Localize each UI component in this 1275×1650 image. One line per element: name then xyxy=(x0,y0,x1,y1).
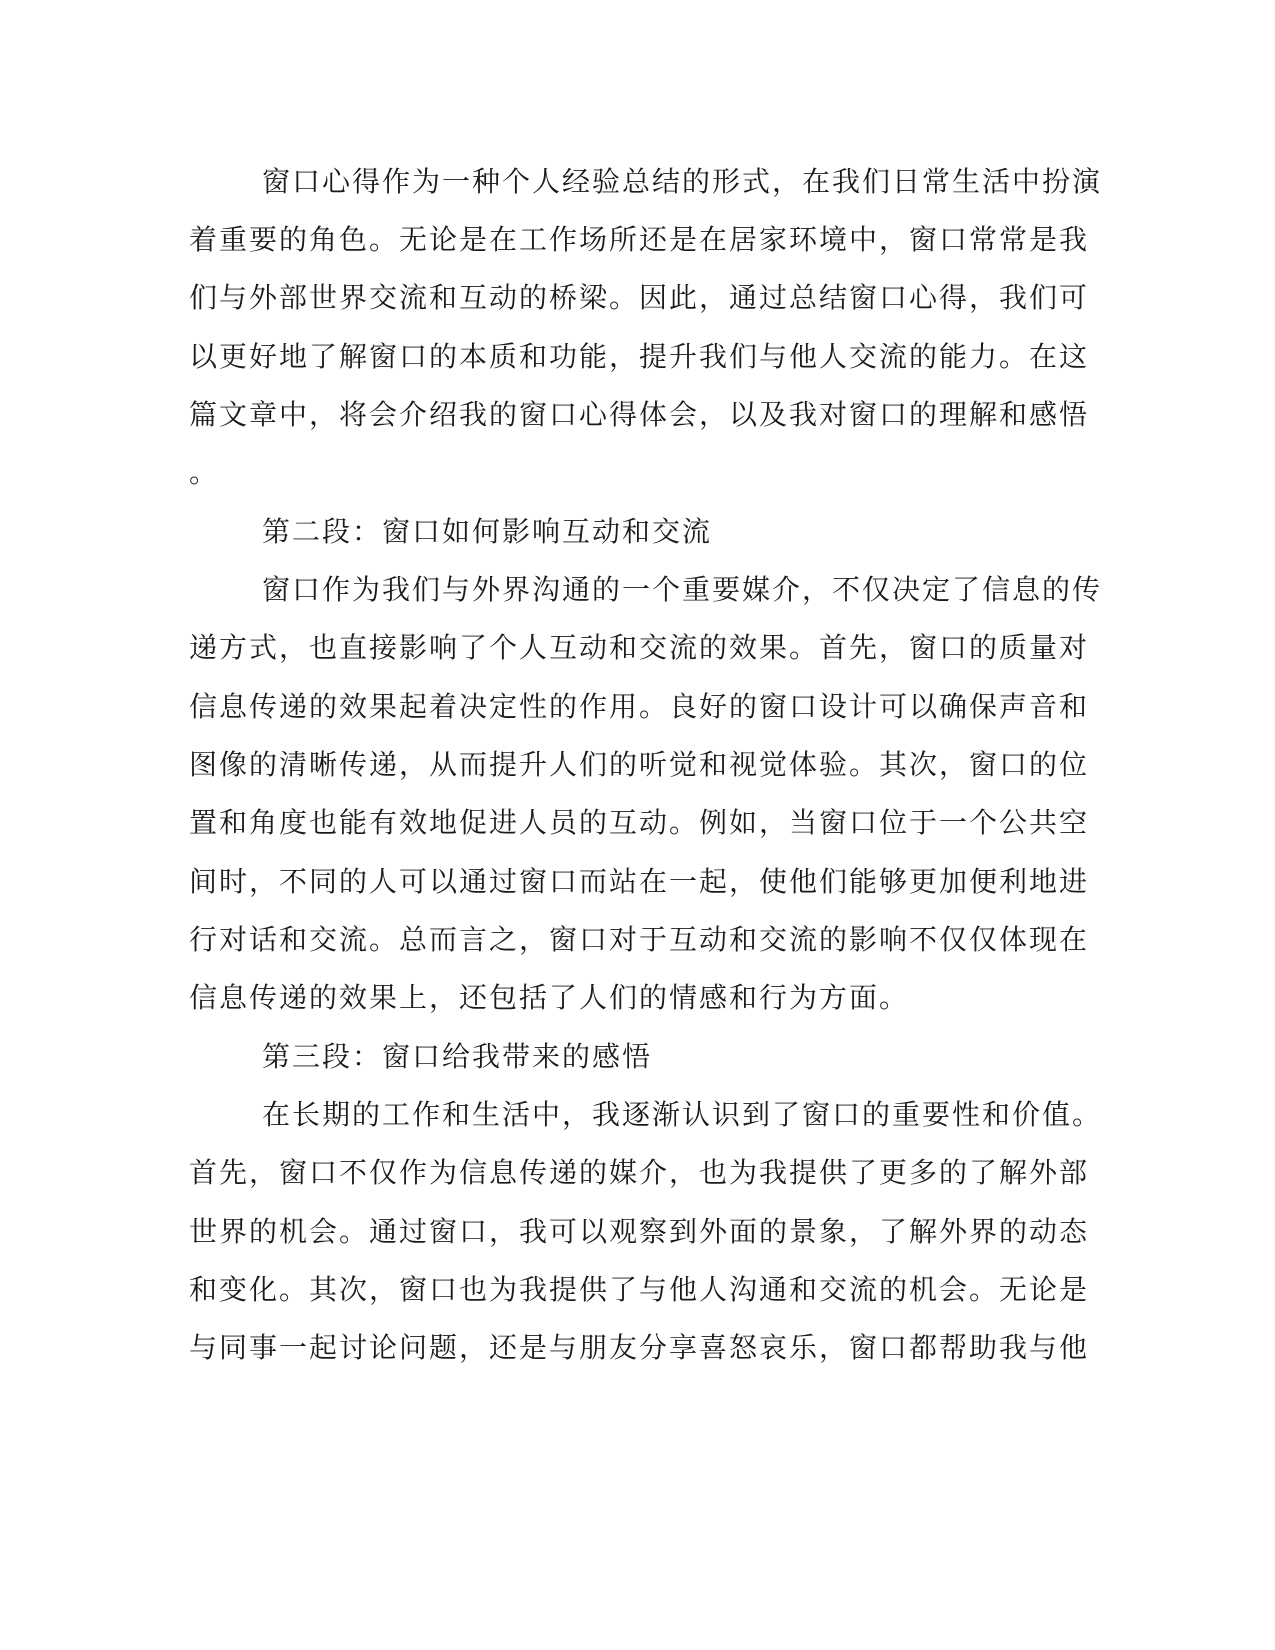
paragraph-2-line-4: 图像的清晰传递，从而提升人们的听觉和视觉体验。其次，窗口的位 xyxy=(189,748,1090,781)
paragraph-3-line-1: 在长期的工作和生活中，我逐渐认识到了窗口的重要性和价值。 xyxy=(262,1098,1103,1131)
paragraph-1-line-1: 窗口心得作为一种个人经验总结的形式，在我们日常生活中扮演 xyxy=(262,165,1103,198)
paragraph-3-line-4: 和变化。其次，窗口也为我提供了与他人沟通和交流的机会。无论是 xyxy=(189,1273,1090,1306)
section-heading-3: 第三段：窗口给我带来的感悟 xyxy=(262,1040,653,1073)
paragraph-2-line-8: 信息传递的效果上，还包括了人们的情感和行为方面。 xyxy=(189,981,910,1014)
paragraph-1-line-5: 篇文章中，将会介绍我的窗口心得体会，以及我对窗口的理解和感悟 xyxy=(189,398,1090,431)
paragraph-2-line-1: 窗口作为我们与外界沟通的一个重要媒介，不仅决定了信息的传 xyxy=(262,573,1103,606)
paragraph-3-line-3: 世界的机会。通过窗口，我可以观察到外面的景象，了解外界的动态 xyxy=(189,1215,1090,1248)
paragraph-1-line-2: 着重要的角色。无论是在工作场所还是在居家环境中，窗口常常是我 xyxy=(189,223,1090,256)
paragraph-1-line-4: 以更好地了解窗口的本质和功能，提升我们与他人交流的能力。在这 xyxy=(189,340,1090,373)
section-heading-2: 第二段：窗口如何影响互动和交流 xyxy=(262,515,713,548)
paragraph-1-line-3: 们与外部世界交流和互动的桥梁。因此，通过总结窗口心得，我们可 xyxy=(189,281,1090,314)
paragraph-3-line-5: 与同事一起讨论问题，还是与朋友分享喜怒哀乐，窗口都帮助我与他 xyxy=(189,1331,1090,1364)
paragraph-2-line-7: 行对话和交流。总而言之，窗口对于互动和交流的影响不仅仅体现在 xyxy=(189,923,1090,956)
paragraph-2-line-3: 信息传递的效果起着决定性的作用。良好的窗口设计可以确保声音和 xyxy=(189,690,1090,723)
paragraph-3-line-2: 首先，窗口不仅作为信息传递的媒介，也为我提供了更多的了解外部 xyxy=(189,1156,1090,1189)
paragraph-2-line-6: 间时，不同的人可以通过窗口而站在一起，使他们能够更加便利地进 xyxy=(189,865,1090,898)
paragraph-2-line-5: 置和角度也能有效地促进人员的互动。例如，当窗口位于一个公共空 xyxy=(189,806,1090,839)
paragraph-2-line-2: 递方式，也直接影响了个人互动和交流的效果。首先，窗口的质量对 xyxy=(189,631,1090,664)
paragraph-1-line-6: 。 xyxy=(189,456,220,489)
